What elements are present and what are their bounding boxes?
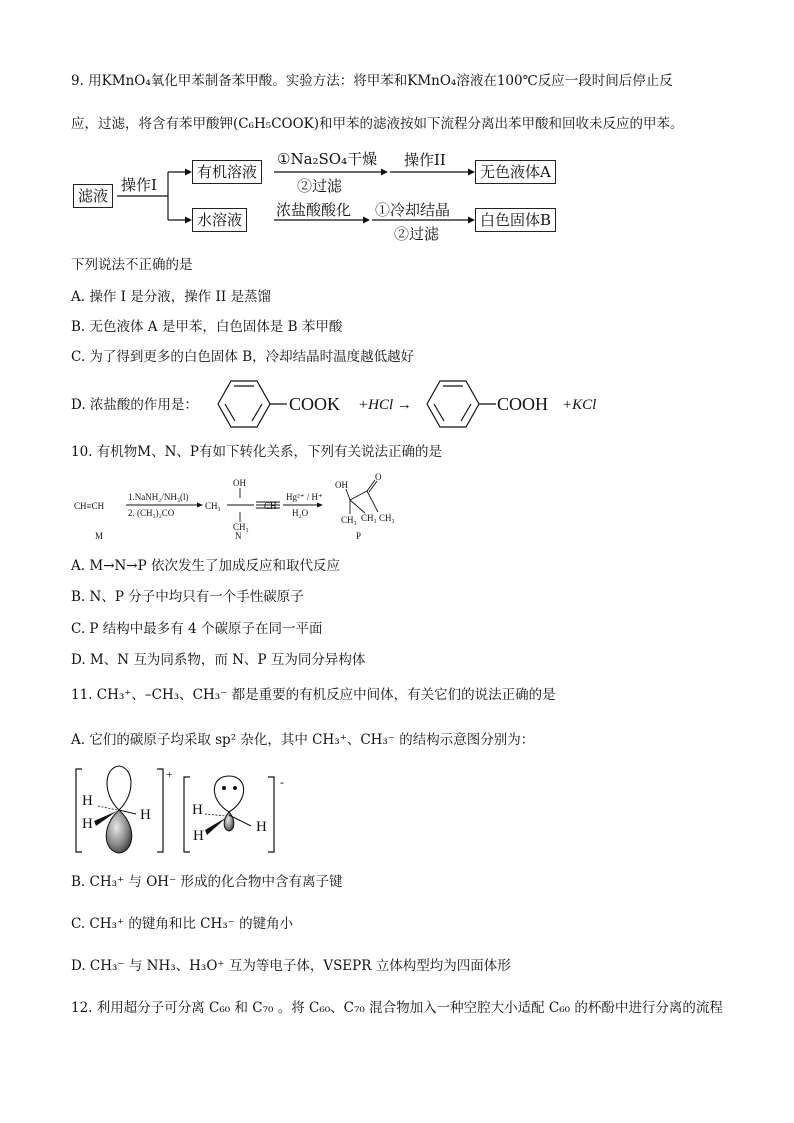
- liquid-a-box: 无色液体A: [475, 160, 556, 184]
- h-atom-5: H: [256, 819, 267, 835]
- q11-option-b[interactable]: B. CH₃⁺ 与 OH⁻ 形成的化合物中含有离子键: [71, 874, 343, 890]
- filter-step-label: ②过滤: [297, 177, 343, 195]
- cond1-bottom: 2. (CH₃)₂CO: [128, 508, 175, 518]
- cond1-top: 1.NaNH₂/NH₃(l): [128, 492, 189, 502]
- h-atom-2: H: [140, 807, 151, 823]
- p-oh: OH: [335, 480, 348, 490]
- q10-option-d[interactable]: D. M、N 互为同系物，而 N、P 互为同分异构体: [71, 652, 366, 668]
- h-atom-1: H: [82, 793, 93, 809]
- q11-stem: 11. CH₃⁺、–CH₃、CH₃⁻ 都是重要的有机反应中间体，有关它们的说法正确的是: [71, 687, 556, 703]
- q11-option-d[interactable]: D. CH₃⁻ 与 NH₃、H₃O⁺ 互为等电子体，VSEPR 立体构型均为四面体形: [71, 958, 511, 974]
- charge-minus: -: [280, 775, 284, 789]
- q9-option-b[interactable]: B. 无色液体 A 是甲苯，白色固体是 B 苯甲酸: [71, 319, 343, 335]
- h-atom-6: H: [193, 828, 204, 844]
- q11-option-c[interactable]: C. CH₃⁺ 的键角和比 CH₃⁻ 的键角小: [71, 916, 294, 932]
- n-oh: OH: [233, 478, 246, 488]
- acidify-label: 浓盐酸酸化: [276, 201, 352, 219]
- n-label: N: [235, 531, 242, 541]
- p-ch3-a: CH₃: [341, 515, 357, 525]
- charge-plus: +: [166, 767, 173, 781]
- cond2-bottom: H₂O: [292, 508, 309, 518]
- m-label: M: [95, 531, 104, 541]
- q10-stem: 10. 有机物M、N、P有如下转化关系，下列有关说法正确的是: [71, 444, 442, 460]
- q9-prompt: 下列说法不正确的是: [71, 257, 193, 273]
- cool-step-label: ①冷却结晶: [375, 201, 451, 219]
- p-ch3-c: CH₃: [379, 513, 395, 523]
- op2-label: 操作II: [404, 151, 446, 169]
- p-label: P: [356, 531, 362, 541]
- cond2-top: Hg²⁺ / H⁺: [286, 492, 323, 502]
- q9-option-d[interactable]: D. 浓盐酸的作用是：: [71, 397, 198, 413]
- cook-group: COOK: [289, 394, 341, 414]
- h-atom-4: H: [192, 802, 203, 818]
- q10-option-c[interactable]: C. P 结构中最多有 4 个碳原子在同一平面: [71, 621, 323, 637]
- q10-option-b[interactable]: B. N、P 分子中均只有一个手性碳原子: [71, 589, 304, 605]
- n-ch3-bottom: CH₃: [233, 522, 249, 532]
- n-ch: CH: [264, 501, 277, 511]
- hcl-term: +HCl →: [358, 397, 412, 413]
- h-atom-3: H: [82, 816, 93, 832]
- op1-label: 操作I: [121, 176, 157, 194]
- q9-option-c[interactable]: C. 为了得到更多的白色固体 B，冷却结晶时温度越低越好: [71, 349, 415, 365]
- m-formula: CH≡CH: [74, 501, 105, 511]
- cooh-group: COOH: [497, 394, 549, 414]
- organic-solution-box: 有机溶液: [192, 160, 262, 184]
- p-o: O: [375, 472, 382, 482]
- aqueous-solution-box: 水溶液: [192, 208, 247, 232]
- filter2-step-label: ②过滤: [394, 225, 440, 243]
- q9-option-a[interactable]: A. 操作 I 是分液，操作 II 是蒸馏: [71, 289, 271, 305]
- dry-step-label: ①Na₂SO₄干燥: [277, 150, 378, 168]
- kcl-term: +KCl: [562, 397, 597, 413]
- q12-stem: 12. 利用超分子可分离 C₆₀ 和 C₇₀ 。将 C₆₀、C₇₀ 混合物加入一种空腔大小适配 C₆₀ 的杯酚中进行分离的流程: [71, 1000, 723, 1016]
- n-ch3-left: CH₃: [205, 501, 221, 511]
- solid-b-box: 白色固体B: [475, 208, 556, 232]
- q9-line1: 9. 用KMnO₄氧化甲苯制备苯甲酸。实验方法：将甲苯和KMnO₄溶液在100℃反应一段时间后停止反: [71, 73, 673, 89]
- p-ch3-b: CH₃: [361, 513, 377, 523]
- q11-option-a[interactable]: A. 它们的碳原子均采取 sp² 杂化，其中 CH₃⁺、CH₃⁻ 的结构示意图分别为：: [71, 732, 535, 748]
- filtrate-box: 滤液: [73, 184, 113, 208]
- q10-option-a[interactable]: A. M→N→P 依次发生了加成反应和取代反应: [71, 558, 340, 574]
- q9-line2: 应，过滤，将含有苯甲酸钾(C₆H₅COOK)和甲苯的滤液按如下流程分离出苯甲酸和回收未反应的甲苯。: [71, 116, 684, 132]
